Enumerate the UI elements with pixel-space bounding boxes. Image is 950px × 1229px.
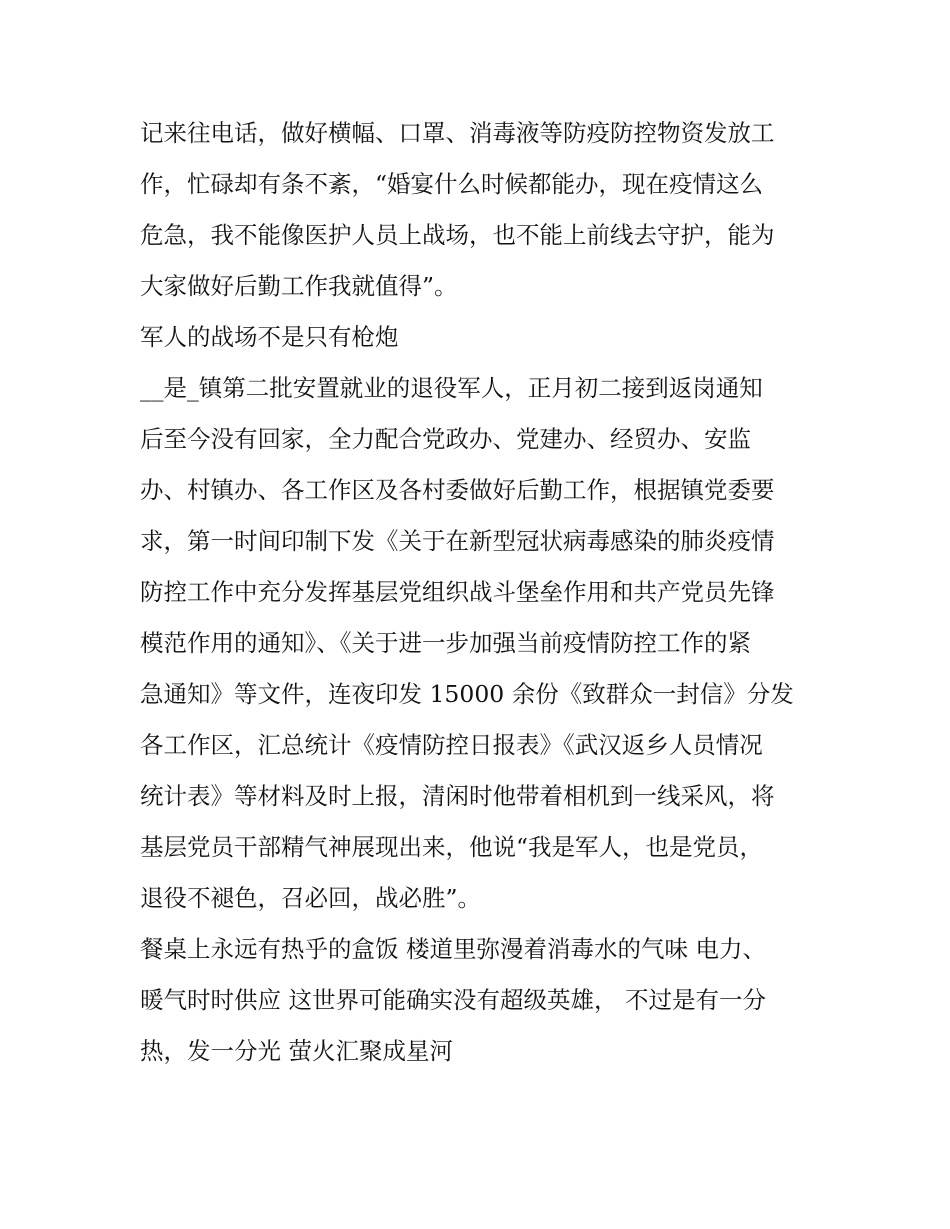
text-line: 模范作用的通知》、《关于进一步加强当前疫情防控工作的紧 <box>140 629 751 657</box>
text-line: 暖气时时供应 这世界可能确实没有超级英雄， 不过是有一分 <box>140 986 766 1014</box>
text-line: 防控工作中充分发挥基层党组织战斗堡垒作用和共产党员先锋 <box>140 578 775 606</box>
document-body <box>140 108 840 1077</box>
text-line: 危急，我不能像医护人员上战场，也不能上前线去守护，能为 <box>140 221 775 249</box>
text-line: 退役不褪色，召必回，战必胜”。 <box>140 884 482 912</box>
text-line: 作，忙碌却有条不紊，“婚宴什么时候都能办，现在疫情这么 <box>140 170 764 198</box>
text-line: 办、村镇办、各工作区及各村委做好后勤工作，根据镇党委要 <box>140 476 775 504</box>
text-line: 基层党员干部精气神展现出来，他说“我是军人，也是党员， <box>140 833 764 861</box>
text-line: 热，发一分光 萤火汇聚成星河 <box>140 1037 453 1065</box>
text-line: 记来往电话，做好横幅、口罩、消毒液等防疫防控物资发放工 <box>140 119 775 147</box>
text-line: 大家做好后勤工作我就值得”。 <box>140 272 458 300</box>
text-line: 各工作区，汇总统计《疫情防控日报表》《武汉返乡人员情况 <box>140 731 763 759</box>
text-line: 急通知》等文件，连夜印发 15000 余份《致群众一封信》分发 <box>140 680 794 708</box>
section-heading: 军人的战场不是只有枪炮 <box>140 323 399 351</box>
text-line: 求，第一时间印制下发《关于在新型冠状病毒感染的肺炎疫情 <box>140 527 775 555</box>
text-line: 后至今没有回家，全力配合党政办、党建办、经贸办、安监 <box>140 425 751 453</box>
text-line: 餐桌上永远有热乎的盒饭 楼道里弥漫着消毒水的气味 电力、 <box>140 935 766 963</box>
text-line: 统计表》等材料及时上报，清闲时他带着相机到一线采风，将 <box>140 782 775 810</box>
text-line: __是_镇第二批安置就业的退役军人，正月初二接到返岗通知 <box>140 374 763 402</box>
